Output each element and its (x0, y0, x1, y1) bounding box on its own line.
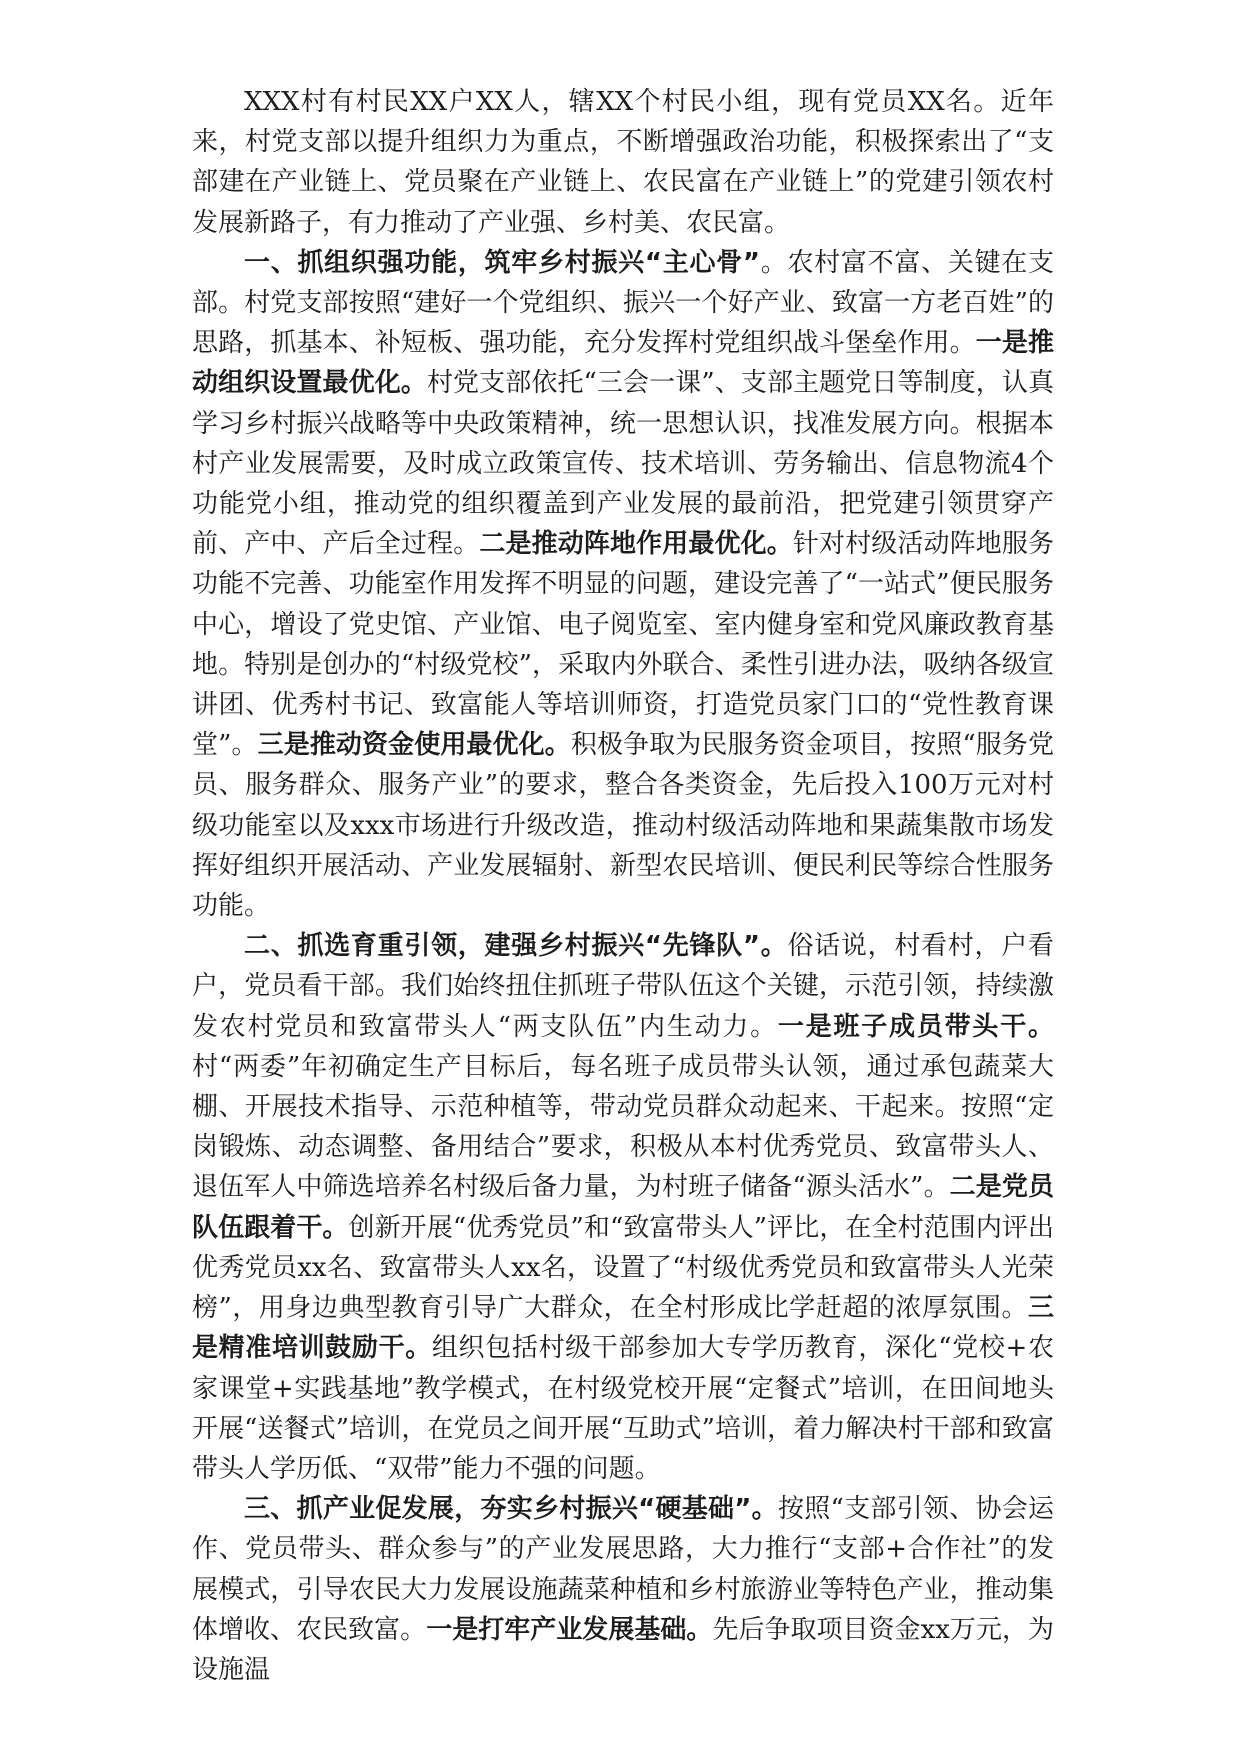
bold-heading-text: 一是班子成员带头干。 (777, 1011, 1054, 1042)
body-text: 针对村级活动阵地服务功能不完善、功能室作用发挥不明显的问题，建设完善了“一站式”便民服务中心，增设了党史馆、产业馆、电子阅览室、室内健身室和党风廉政教育基地。特别是创办的“村级党校”，采取内外联合、柔性引进办法，吸纳各级宣讲团、优秀村书记、致富能人等培训师资，打造党员家门口的“党性教育课堂”。 (192, 529, 1054, 761)
bold-heading-text: 二是党员队伍跟着干。 (192, 1172, 1054, 1243)
paragraph-4 (192, 1489, 1054, 1690)
document-page (192, 82, 1054, 1690)
body-text: 组织包括村级干部参加大专学历教育，深化“党校+农家课堂+实践基地”教学模式，在村级党校开展“定餐式”培训，在田间地头开展“送餐式”培训，在党员之间开展“互助式”培训，着力解决村干部和致富带头人学历低、“双带”能力不强的问题。 (192, 1333, 1054, 1484)
bold-heading-text: 三是精准培训鼓励干。 (192, 1293, 1054, 1364)
body-text: 村党支部依托“三会一课”、支部主题党日等制度，认真学习乡村振兴战略等中央政策精神，统一思想认识，找准发展方向。根据本村产业发展需要，及时成立政策宣传、技术培训、劳务输出、信息物流4个功能党小组，推动党的组织覆盖到产业发展的最前沿，把党建引领贯穿产前、产中、产后全过程。 (192, 368, 1054, 560)
body-text: 俗话说，村看村，户看户，党员看干部。我们始终扭住抓班子带队伍这个关键，示范引领，持续激发农村党员和致富带头人“两支队伍”内生动力。 (192, 931, 1054, 1042)
bold-heading-text: 一、抓组织强功能，筑牢乡村振兴“主心骨” (244, 247, 760, 278)
body-text: 创新开展“优秀党员”和“致富带头人”评比，在全村范围内评出优秀党员xx名、致富带头人xx名，设置了“村级优秀党员和致富带头人光荣榜”，用身边典型教育引导广大群众，在全村形成比学赶超的浓厚氛围。 (192, 1212, 1054, 1324)
body-text: 按照“支部引领、协会运作、党员带头、群众参与”的产业发展思路，大力推行“支部+合作社”的发展模式，引导农民大力发展设施蔬菜种植和乡村旅游业等特色产业，推动集体增收、农民致富。 (192, 1494, 1054, 1645)
body-text: 积极争取为民服务资金项目，按照“服务党员、服务群众、服务产业”的要求，整合各类资金，先后投入100万元对村级功能室以及xxx市场进行升级改造，推动村级活动阵地和果蔬集散市场发挥好组织开展活动、产业发展辐射、新型农民培训、便民利民等综合性服务功能。 (192, 730, 1054, 922)
body-text: 。农村富不富、关键在支部。村党支部按照“建好一个党组织、振兴一个好产业、致富一方老百姓”的思路，抓基本、补短板、强功能，充分发挥村党组织战斗堡垒作用。 (192, 247, 1054, 359)
body-text: XXX村有村民XX户XX人，辖XX个村民小组，现有党员XX名。近年来，村党支部以提升组织力为重点，不断增强政治功能，积极探索出了“支部建在产业链上、党员聚在产业链上、农民富在产业链上”的党建引领农村发展新路子，有力推动了产业强、乡村美、农民富。 (192, 87, 1054, 238)
bold-heading-text: 二、抓选育重引领，建强乡村振兴“先锋队”。 (244, 931, 788, 962)
bold-heading-text: 三、抓产业促发展，夯实乡村振兴“硬基础”。 (244, 1494, 778, 1525)
bold-heading-text: 一是推动组织设置最优化。 (192, 328, 1054, 399)
bold-heading-text: 三是推动资金使用最优化。 (257, 730, 571, 761)
body-text: 村“两委”年初确定生产目标后，每名班子成员带头认领，通过承包蔬菜大棚、开展技术指导、示范种植等，带动党员群众动起来、干起来。按照“定岗锻炼、动态调整、备用结合”要求，积极从本村优秀党员、致富带头人、退伍军人中筛选培养名村级后备力量，为村班子储备“源头活水”。 (192, 1051, 1054, 1203)
paragraph-1 (192, 82, 1054, 243)
paragraph-2 (192, 243, 1054, 926)
paragraph-3 (192, 926, 1054, 1489)
body-text: 先后争取项目资金xx万元，为设施温 (192, 1614, 1054, 1685)
bold-heading-text: 二是推动阵地作用最优化。 (479, 529, 793, 560)
bold-heading-text: 一是打牢产业发展基础。 (426, 1614, 713, 1645)
